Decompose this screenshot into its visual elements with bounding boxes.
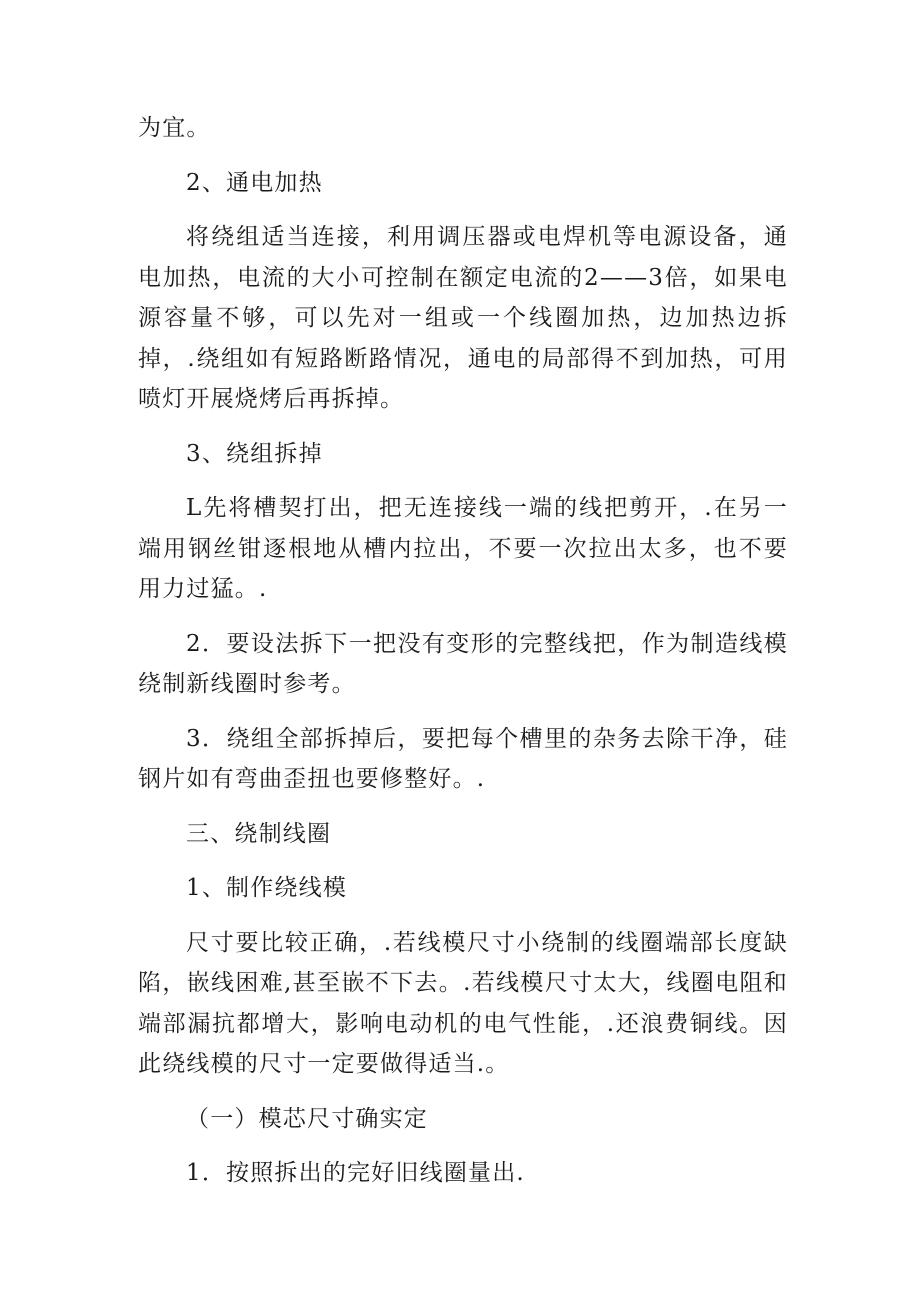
subsection-heading-core-size: （一）模芯尺寸确实定 <box>186 1105 428 1132</box>
section-heading-mold: 1、制作绕线模 <box>186 875 348 901</box>
paragraph-heating: 将绕组适当连接，利用调压器或电焊机等电源设备，通电加热，电流的大小可控制在额定电流的2——3倍，如果电源容量不够，可以先对一组或一个线圈加热，边加热边拆掉，.绕组如有短路断路情况，通电的局部得不到加热，可用喷灯开展烧烤后再拆掉。 <box>138 224 788 412</box>
paragraph-mold-size: 尺寸要比较正确，.若线模尺寸小绕制的线圈端部长度缺陷，嵌线困难,甚至嵌不下去。.若线模尺寸太大，线圈电阻和端部漏抗都增大，影响电动机的电气性能，.还浪费铜线。因此绕线模的尺寸一定要做得适当.。 <box>138 929 788 1077</box>
paragraph-removal-step-3: 3．绕组全部拆掉后，要把每个槽里的杂务去除干净，硅钢片如有弯曲歪扭也要修整好。. <box>138 725 788 792</box>
chapter-heading-winding: 三、绕制线圈 <box>186 820 332 847</box>
section-heading-removal: 3、绕组拆掉 <box>186 440 323 467</box>
paragraph-removal-step-2: 2．要设法拆下一把没有变形的完整线把，作为制造线模绕制新线圈时参考。 <box>138 630 788 697</box>
paragraph-continuation: 为宜。 <box>138 115 211 141</box>
document-page <box>138 108 788 1194</box>
paragraph-removal-step-1: L先将槽契打出，把无连接线一端的线把剪开，.在另一端用钢丝钳逐根地从槽内拉出，不要一次拉出太多，也不要用力过猛。. <box>138 495 788 602</box>
section-heading-heating: 2、通电加热 <box>186 169 323 196</box>
paragraph-core-size-step-1: 1．按照拆出的完好旧线圈量出. <box>186 1160 525 1186</box>
